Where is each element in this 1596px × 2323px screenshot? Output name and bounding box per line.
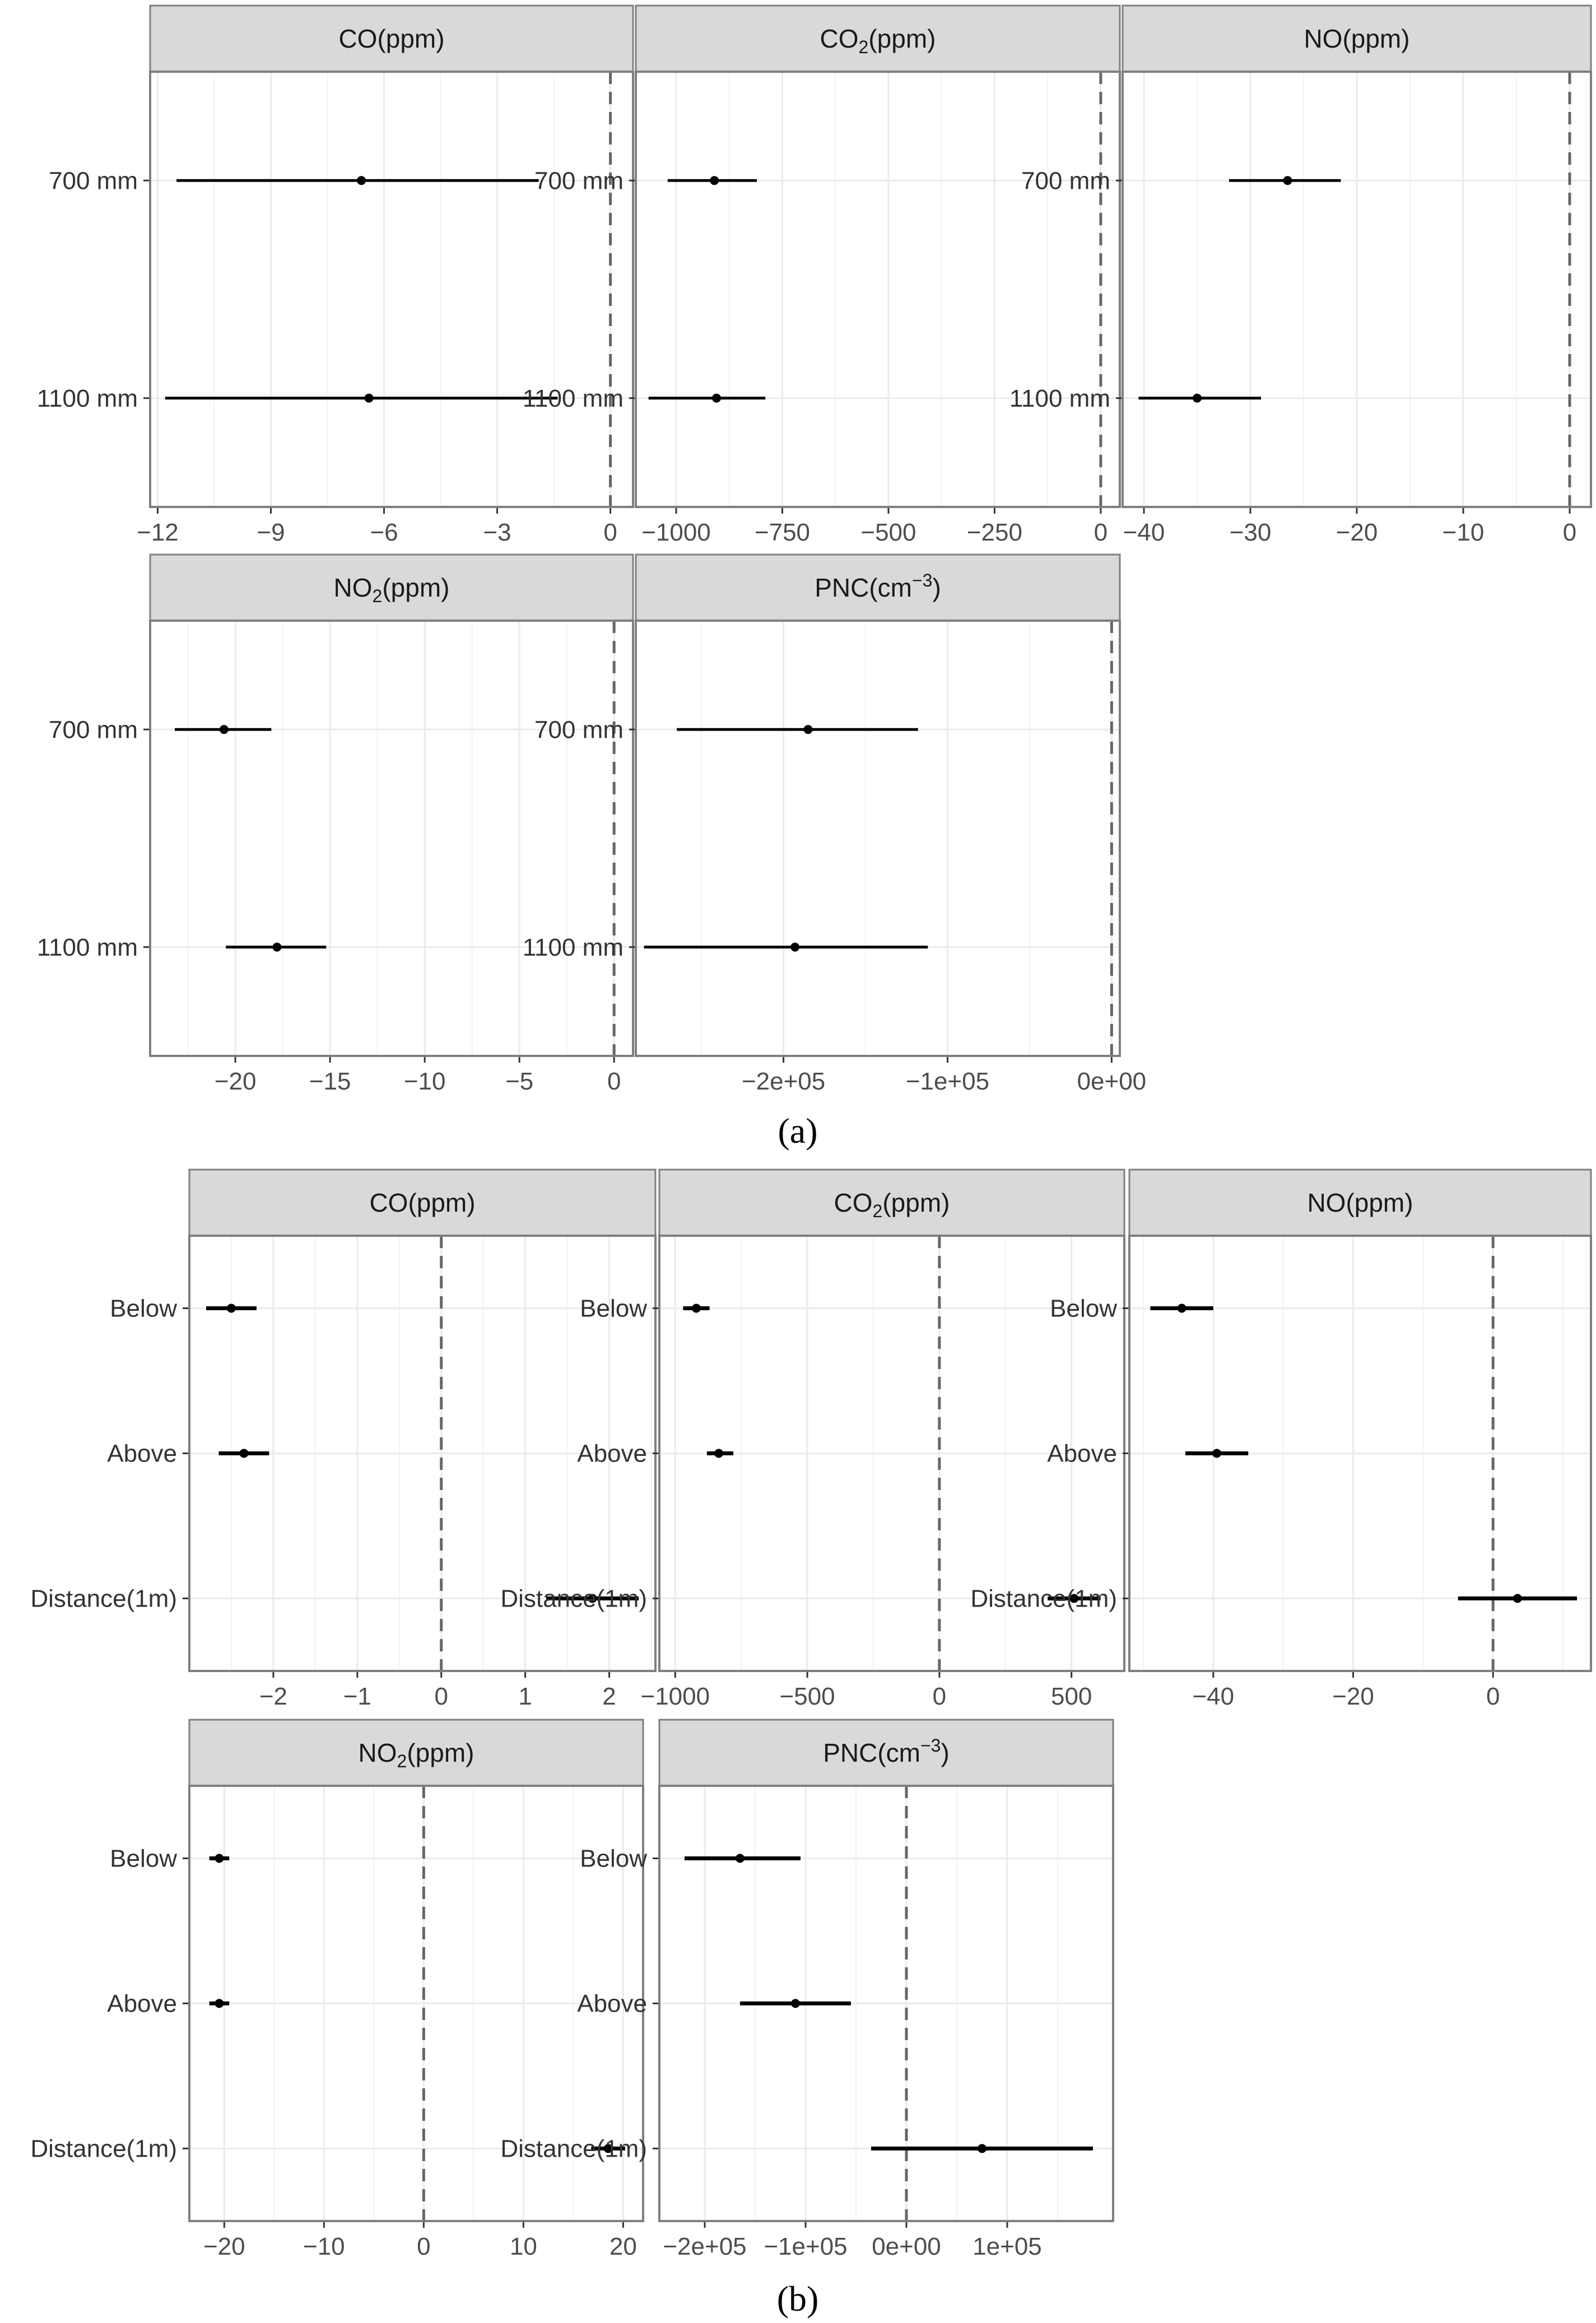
plot-area bbox=[636, 621, 1120, 1056]
strip-label: $CO_2(ppm)$ bbox=[834, 1188, 950, 1221]
category-label: Distance(1m) bbox=[500, 1585, 647, 1613]
x-tick-label: −10 bbox=[403, 1068, 446, 1095]
x-tick-label: −5 bbox=[505, 1068, 534, 1095]
x-tick-label: 20 bbox=[609, 2233, 637, 2260]
x-tick-label: 0 bbox=[1094, 519, 1108, 546]
x-tick-label: −6 bbox=[370, 519, 398, 546]
x-tick-label: −20 bbox=[214, 1068, 257, 1095]
panel-a-4 bbox=[37, 555, 633, 1095]
x-tick-label: −40 bbox=[1192, 1683, 1235, 1710]
strip-label: $PNC(cm^{-3})$ bbox=[823, 1735, 950, 1767]
x-tick-label: −2e+05 bbox=[741, 1068, 826, 1095]
estimate-point bbox=[804, 725, 813, 734]
x-tick-label: −500 bbox=[860, 519, 916, 546]
estimate-point bbox=[239, 1449, 248, 1458]
plot-area bbox=[150, 72, 633, 507]
x-tick-label: 0e+00 bbox=[872, 2233, 941, 2260]
category-label: 700 mm bbox=[49, 716, 138, 744]
category-label: Distance(1m) bbox=[30, 1585, 177, 1613]
x-tick-label: 500 bbox=[1050, 1683, 1092, 1710]
strip-label: $NO_2(ppm)$ bbox=[358, 1738, 474, 1771]
x-tick-label: 0 bbox=[1486, 1683, 1500, 1710]
estimate-point bbox=[692, 1304, 701, 1313]
category-label: Distance(1m) bbox=[500, 2135, 647, 2163]
x-tick-label: −30 bbox=[1229, 519, 1272, 546]
estimate-point bbox=[736, 1854, 745, 1863]
category-label: Above bbox=[577, 1990, 647, 2018]
category-label: Below bbox=[1050, 1295, 1117, 1323]
category-label: 700 mm bbox=[49, 167, 138, 195]
x-tick-label: −1000 bbox=[641, 519, 711, 546]
x-tick-label: −2 bbox=[259, 1683, 287, 1710]
estimate-point bbox=[714, 1449, 723, 1458]
strip-label: CO(ppm) bbox=[369, 1188, 476, 1217]
x-tick-label: 0 bbox=[932, 1683, 947, 1710]
x-tick-label: −40 bbox=[1123, 519, 1165, 546]
x-tick-label: −10 bbox=[1442, 519, 1485, 546]
strip-label: CO(ppm) bbox=[338, 24, 445, 53]
category-label: 700 mm bbox=[534, 167, 623, 195]
category-label: 1100 mm bbox=[522, 384, 623, 412]
plot-area bbox=[150, 621, 633, 1056]
x-tick-label: −20 bbox=[1332, 1683, 1374, 1710]
estimate-point bbox=[215, 1854, 224, 1863]
category-label: Above bbox=[1047, 1440, 1117, 1468]
x-tick-label: −12 bbox=[137, 519, 179, 546]
estimate-point bbox=[1193, 394, 1202, 403]
x-tick-label: −3 bbox=[483, 519, 511, 546]
x-tick-label: −1e+05 bbox=[905, 1068, 990, 1095]
estimate-point bbox=[710, 176, 719, 185]
x-tick-label: −750 bbox=[754, 519, 811, 546]
caption-a: (a) bbox=[778, 1111, 818, 1151]
estimate-point bbox=[791, 1999, 800, 2008]
estimate-point bbox=[220, 725, 229, 734]
estimate-point bbox=[790, 943, 799, 952]
estimate-point bbox=[272, 943, 281, 952]
estimate-point bbox=[227, 1304, 236, 1313]
estimate-point bbox=[1283, 176, 1292, 185]
x-tick-label: 2 bbox=[602, 1683, 616, 1710]
x-tick-label: −1 bbox=[343, 1683, 371, 1710]
category-label: Below bbox=[110, 1845, 177, 1873]
estimate-point bbox=[365, 394, 374, 403]
category-label: Below bbox=[580, 1845, 647, 1873]
category-label: Distance(1m) bbox=[970, 1585, 1117, 1613]
x-tick-label: 0 bbox=[417, 2233, 431, 2260]
strip-label: $CO_2(ppm)$ bbox=[820, 24, 936, 57]
x-tick-label: −2e+05 bbox=[663, 2233, 747, 2260]
estimate-point bbox=[1178, 1304, 1186, 1313]
panel-a-1 bbox=[37, 6, 633, 546]
category-label: Below bbox=[580, 1295, 647, 1323]
x-tick-label: −20 bbox=[203, 2233, 245, 2260]
estimate-point bbox=[215, 1999, 224, 2008]
x-tick-label: −10 bbox=[303, 2233, 345, 2260]
x-tick-label: −1e+05 bbox=[764, 2233, 848, 2260]
x-tick-label: 10 bbox=[509, 2233, 537, 2260]
x-tick-label: −1000 bbox=[640, 1683, 710, 1710]
x-tick-label: −250 bbox=[966, 519, 1022, 546]
caption-b: (b) bbox=[776, 2279, 819, 2319]
strip-label: NO(ppm) bbox=[1304, 24, 1410, 53]
estimate-point bbox=[978, 2144, 987, 2153]
x-tick-label: −20 bbox=[1336, 519, 1378, 546]
category-label: 700 mm bbox=[1021, 167, 1110, 195]
estimate-point bbox=[712, 394, 721, 403]
strip-label: $NO_2(ppm)$ bbox=[333, 573, 450, 606]
x-tick-label: 0 bbox=[607, 1068, 621, 1095]
x-tick-label: −9 bbox=[257, 519, 285, 546]
x-tick-label: 0 bbox=[434, 1683, 448, 1710]
x-tick-label: 1e+05 bbox=[973, 2233, 1042, 2260]
category-label: Above bbox=[107, 1990, 177, 2018]
panel-b-6 bbox=[30, 1170, 655, 1710]
category-label: 1100 mm bbox=[36, 933, 138, 961]
x-tick-label: 0e+00 bbox=[1077, 1068, 1147, 1095]
estimate-point bbox=[1212, 1449, 1221, 1458]
category-label: Below bbox=[110, 1295, 177, 1323]
x-tick-label: −500 bbox=[779, 1683, 835, 1710]
estimate-point bbox=[357, 176, 366, 185]
category-label: 1100 mm bbox=[1009, 384, 1110, 412]
estimate-point bbox=[1513, 1594, 1522, 1603]
strip-label: $PNC(cm^{-3})$ bbox=[815, 570, 941, 602]
category-label: Above bbox=[577, 1440, 647, 1468]
x-tick-label: −15 bbox=[309, 1068, 351, 1095]
category-label: 700 mm bbox=[534, 716, 623, 744]
strip-label: NO(ppm) bbox=[1307, 1188, 1413, 1217]
category-label: 1100 mm bbox=[522, 933, 623, 961]
category-label: Above bbox=[107, 1440, 177, 1468]
x-tick-label: 0 bbox=[603, 519, 617, 546]
panel-b-9 bbox=[30, 1720, 643, 2260]
category-label: 1100 mm bbox=[36, 384, 138, 412]
x-tick-label: 1 bbox=[518, 1683, 532, 1710]
category-label: Distance(1m) bbox=[30, 2135, 177, 2163]
x-tick-label: 0 bbox=[1562, 519, 1577, 546]
